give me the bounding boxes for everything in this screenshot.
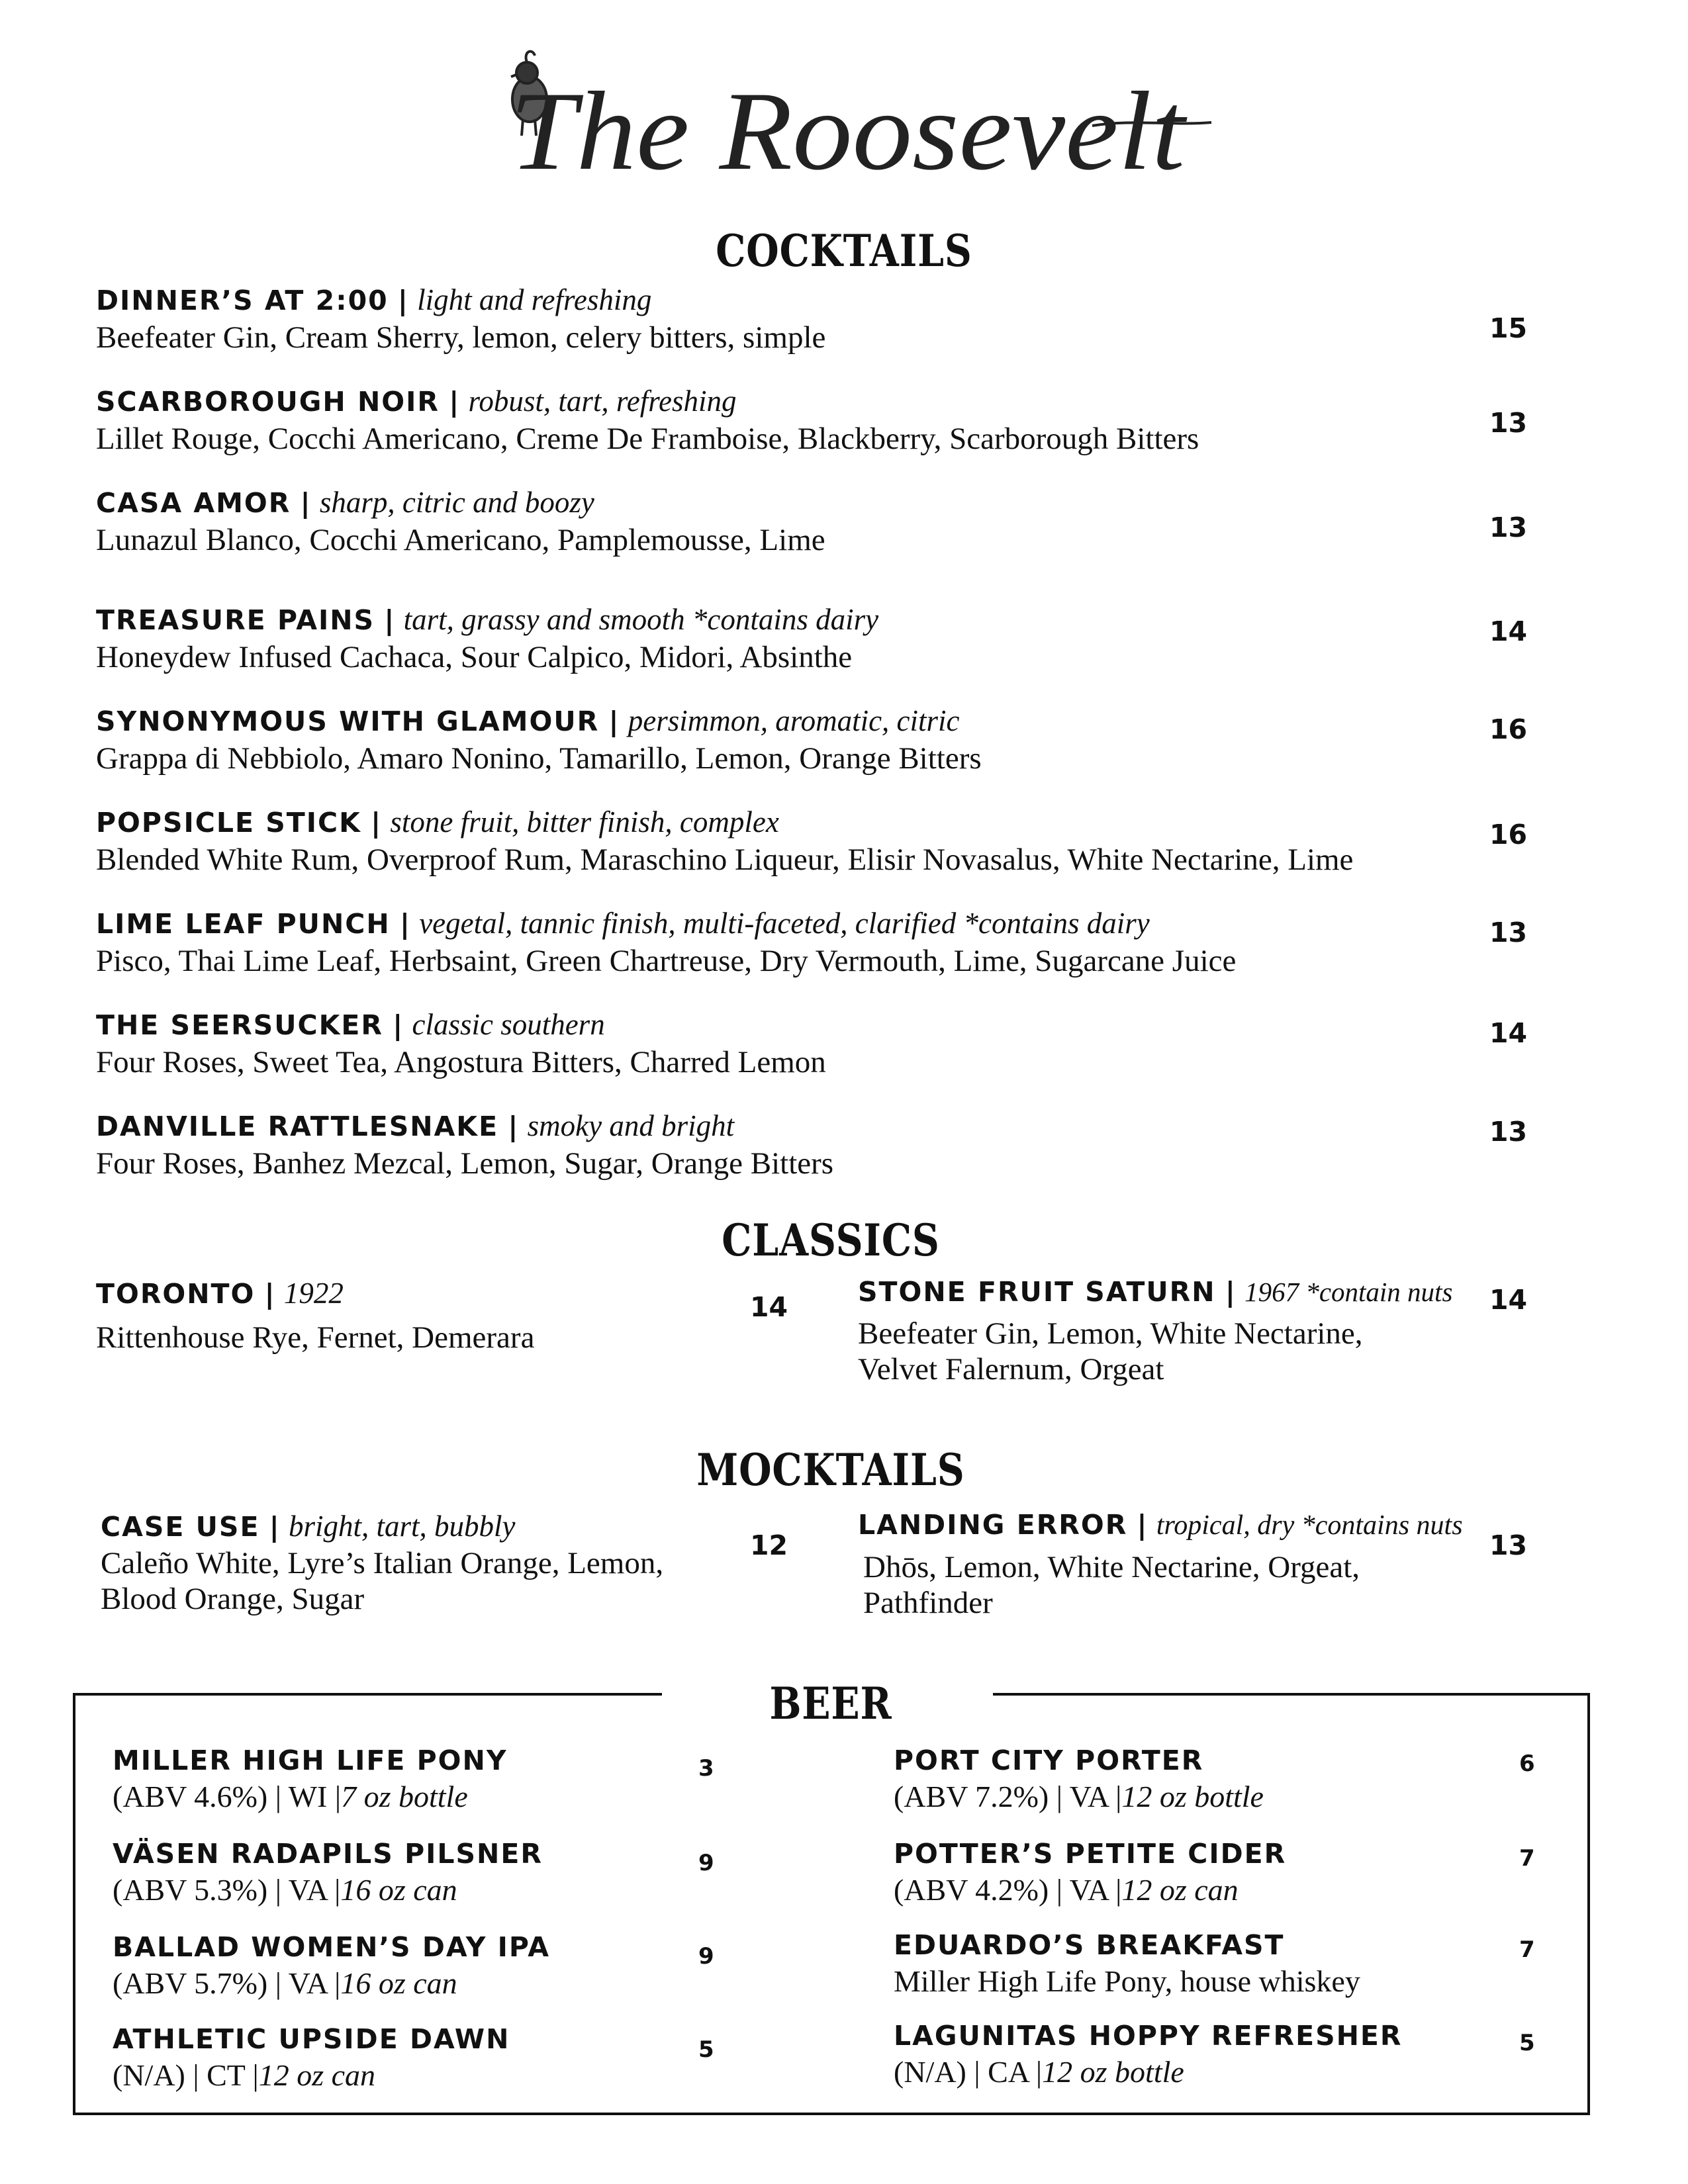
beer-detail: (N/A) | CA |12 oz bottle bbox=[894, 2055, 1184, 2089]
cocktail-price: 14 bbox=[1489, 1017, 1528, 1049]
cocktail-item: DINNER’S AT 2:00 | light and refreshing bbox=[96, 283, 652, 316]
beer-name: PORT CITY PORTER bbox=[894, 1745, 1204, 1776]
beer-name: MILLER HIGH LIFE PONY bbox=[113, 1745, 508, 1776]
classic-item: TORONTO | 1922 bbox=[96, 1277, 344, 1310]
cocktail-note: tart, grassy and smooth *contains dairy bbox=[403, 603, 879, 636]
classic-name: TORONTO bbox=[96, 1278, 256, 1310]
cocktail-ingredients: Lillet Rouge, Cocchi Americano, Creme De Framboise, Blackberry, Scarborough Bitters bbox=[96, 422, 1199, 456]
classic-ingredients: Velvet Falernum, Orgeat bbox=[858, 1352, 1164, 1387]
cocktail-name: TREASURE PAINS bbox=[96, 604, 375, 636]
mocktail-price: 13 bbox=[1489, 1529, 1528, 1561]
beer-name: ATHLETIC UPSIDE DAWN bbox=[113, 2023, 510, 2055]
cocktail-note: vegetal, tannic finish, multi-faceted, clarified *contains dairy bbox=[419, 907, 1150, 940]
mocktail-ingredients: Dhōs, Lemon, White Nectarine, Orgeat, bbox=[863, 1550, 1360, 1584]
cocktail-ingredients: Pisco, Thai Lime Leaf, Herbsaint, Green Chartreuse, Dry Vermouth, Lime, Sugarcane Juice bbox=[96, 944, 1237, 978]
beer-name: LAGUNITAS HOPPY REFRESHER bbox=[894, 2020, 1403, 2052]
mocktail-name: CASE USE bbox=[101, 1511, 260, 1543]
cocktail-ingredients: Four Roses, Banhez Mezcal, Lemon, Sugar, Orange Bitters bbox=[96, 1146, 834, 1181]
beer-price: 3 bbox=[698, 1755, 714, 1782]
mocktail-ingredients: Caleño White, Lyre’s Italian Orange, Lemon, bbox=[101, 1546, 664, 1580]
beer-detail: (ABV 5.3%) | VA |16 oz can bbox=[113, 1873, 457, 1907]
cocktail-price: 13 bbox=[1489, 407, 1528, 439]
beer-price: 9 bbox=[698, 1943, 714, 1970]
classic-name: STONE FRUIT SATURN bbox=[858, 1276, 1216, 1308]
mocktails-title: MOCKTAILS bbox=[696, 1444, 965, 1496]
beer-price: 6 bbox=[1519, 1751, 1535, 1777]
cocktail-item: THE SEERSUCKER | classic southern bbox=[96, 1008, 605, 1041]
beer-price: 7 bbox=[1519, 1845, 1535, 1872]
cocktail-price: 16 bbox=[1489, 713, 1528, 745]
classic-item: STONE FRUIT SATURN | 1967 *contain nuts bbox=[858, 1276, 1453, 1308]
beer-price: 9 bbox=[698, 1850, 714, 1876]
classic-price: 14 bbox=[750, 1291, 788, 1323]
cocktail-ingredients: Grappa di Nebbiolo, Amaro Nonino, Tamarillo, Lemon, Orange Bitters bbox=[96, 741, 982, 776]
mocktail-ingredients: Blood Orange, Sugar bbox=[101, 1582, 365, 1616]
cocktail-price: 13 bbox=[1489, 1116, 1528, 1148]
mocktail-note: bright, tart, bubbly bbox=[289, 1510, 516, 1543]
cocktail-item: CASA AMOR | sharp, citric and boozy bbox=[96, 486, 594, 519]
mocktail-note: tropical, dry *contains nuts bbox=[1156, 1510, 1463, 1541]
cocktail-name: SYNONYMOUS WITH GLAMOUR bbox=[96, 705, 600, 737]
classics-title: CLASSICS bbox=[722, 1214, 940, 1266]
classic-ingredients: Beefeater Gin, Lemon, White Nectarine, bbox=[858, 1316, 1363, 1351]
cocktail-ingredients: Honeydew Infused Cachaca, Sour Calpico, Midori, Absinthe bbox=[96, 640, 853, 674]
classic-price: 14 bbox=[1489, 1284, 1528, 1316]
beer-price: 7 bbox=[1519, 1936, 1535, 1963]
beer-detail: (ABV 7.2%) | VA |12 oz bottle bbox=[894, 1780, 1264, 1813]
beer-title: BEER bbox=[769, 1678, 892, 1729]
classic-note: 1922 bbox=[283, 1277, 344, 1310]
beer-detail: (N/A) | CT |12 oz can bbox=[113, 2058, 376, 2092]
cocktail-note: smoky and bright bbox=[527, 1109, 735, 1142]
beer-name: BALLAD WOMEN’S DAY IPA bbox=[113, 1931, 550, 1963]
cocktail-item: DANVILLE RATTLESNAKE | smoky and bright bbox=[96, 1109, 735, 1142]
cocktail-price: 13 bbox=[1489, 917, 1528, 948]
mocktail-name: LANDING ERROR bbox=[858, 1509, 1128, 1541]
cocktail-item: SYNONYMOUS WITH GLAMOUR | persimmon, aromatic, citric bbox=[96, 704, 960, 737]
mocktail-item: CASE USE | bright, tart, bubbly bbox=[101, 1510, 516, 1543]
classic-note: 1967 *contain nuts bbox=[1244, 1277, 1453, 1307]
cocktail-note: stone fruit, bitter finish, complex bbox=[390, 805, 779, 839]
mocktail-price: 12 bbox=[750, 1529, 788, 1561]
cocktail-ingredients: Blended White Rum, Overproof Rum, Maraschino Liqueur, Elisir Novasalus, White Nectarine, Lime bbox=[96, 842, 1354, 877]
cocktail-note: light and refreshing bbox=[417, 283, 652, 316]
beer-detail: (ABV 4.6%) | WI |7 oz bottle bbox=[113, 1780, 468, 1813]
cocktail-item: TREASURE PAINS | tart, grassy and smooth *contains dairy bbox=[96, 603, 879, 636]
beer-price: 5 bbox=[1519, 2030, 1535, 2056]
cocktail-item: LIME LEAF PUNCH | vegetal, tannic finish, multi-faceted, clarified *contains dairy bbox=[96, 907, 1150, 940]
cocktail-name: SCARBOROUGH NOIR bbox=[96, 386, 440, 418]
beer-name: POTTER’S PETITE CIDER bbox=[894, 1838, 1287, 1870]
cocktail-name: THE SEERSUCKER bbox=[96, 1009, 383, 1041]
cocktail-price: 14 bbox=[1489, 615, 1528, 647]
beer-detail: (ABV 4.2%) | VA |12 oz can bbox=[894, 1873, 1239, 1907]
cocktail-note: sharp, citric and boozy bbox=[319, 486, 594, 519]
cocktail-note: robust, tart, refreshing bbox=[468, 385, 737, 418]
cocktail-price: 15 bbox=[1489, 312, 1528, 344]
cocktail-ingredients: Beefeater Gin, Cream Sherry, lemon, celery bitters, simple bbox=[96, 320, 826, 355]
beer-detail: Miller High Life Pony, house whiskey bbox=[894, 1964, 1360, 1998]
cocktail-note: persimmon, aromatic, citric bbox=[628, 704, 960, 737]
cocktail-item: SCARBOROUGH NOIR | robust, tart, refreshing bbox=[96, 385, 737, 418]
beer-detail: (ABV 5.7%) | VA |16 oz can bbox=[113, 1966, 457, 2000]
cocktail-price: 16 bbox=[1489, 819, 1528, 850]
cocktail-item: POPSICLE STICK | stone fruit, bitter finish, complex bbox=[96, 805, 779, 839]
cocktail-name: DANVILLE RATTLESNAKE bbox=[96, 1111, 499, 1142]
cocktail-ingredients: Four Roses, Sweet Tea, Angostura Bitters, Charred Lemon bbox=[96, 1045, 826, 1079]
cocktail-price: 13 bbox=[1489, 512, 1528, 543]
cocktails-title: COCKTAILS bbox=[716, 225, 972, 277]
mocktail-item: LANDING ERROR | tropical, dry *contains nuts bbox=[858, 1509, 1463, 1541]
beer-name: VÄSEN RADAPILS PILSNER bbox=[113, 1838, 543, 1870]
beer-name: EDUARDO’S BREAKFAST bbox=[894, 1929, 1285, 1961]
restaurant-logo bbox=[483, 26, 1225, 199]
logo-text: The Roosevelt bbox=[510, 69, 1188, 193]
beer-price: 5 bbox=[698, 2036, 714, 2063]
cocktail-name: DINNER’S AT 2:00 bbox=[96, 285, 389, 316]
cocktail-note: classic southern bbox=[412, 1008, 605, 1041]
cocktail-name: LIME LEAF PUNCH bbox=[96, 908, 391, 940]
cocktail-name: CASA AMOR bbox=[96, 487, 291, 519]
cocktail-name: POPSICLE STICK bbox=[96, 807, 361, 839]
classic-ingredients: Rittenhouse Rye, Fernet, Demerara bbox=[96, 1320, 535, 1355]
cocktail-ingredients: Lunazul Blanco, Cocchi Americano, Pamplemousse, Lime bbox=[96, 523, 825, 557]
mocktail-ingredients: Pathfinder bbox=[863, 1586, 993, 1620]
